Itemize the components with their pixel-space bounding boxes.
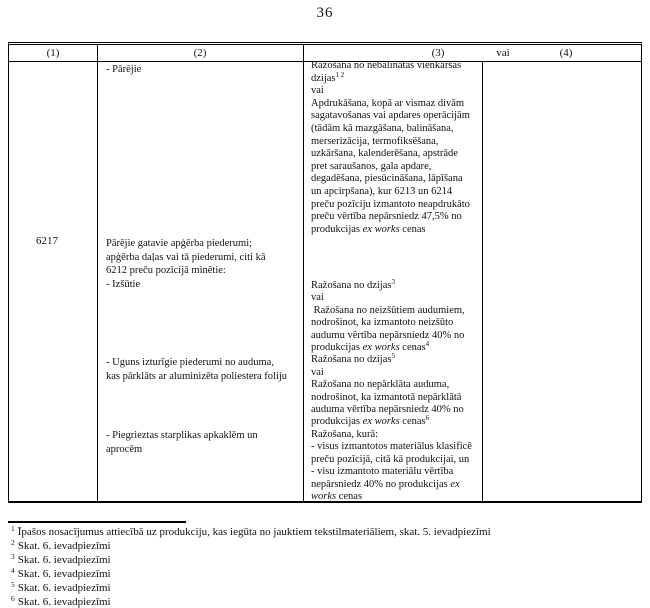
footnote-4 — [11, 565, 491, 582]
header-col3: (3) — [431, 47, 445, 59]
header-or-label: vai — [496, 47, 510, 59]
column-divider-1-2 — [97, 45, 98, 501]
footnote-1 — [11, 526, 491, 540]
col2-item-fire-resistant: - Uguns izturīgie piederumi no auduma, kas pārklāts ar aluminizēta poliestera foliju — [106, 357, 288, 382]
footnote-6-marker: 6 — [11, 593, 15, 603]
col2-description-6217: Pārējie gatavie apģērba piederumi; apģērba daļas vai tā piederumi, citi kā 6212 preču pozīcijā minētie: - Izšūtie — [106, 238, 266, 290]
footnotes — [11, 526, 491, 608]
footnote-1-marker: 1 — [11, 524, 15, 533]
footnote-6-text: Skat. 6. ievadpiezīmi — [17, 595, 111, 608]
page-number: 36 — [316, 5, 334, 21]
header-col4: (4) — [559, 47, 573, 59]
footnote-2 — [11, 537, 491, 554]
footnote-4-marker: 4 — [11, 565, 15, 575]
footnote-separator — [8, 521, 186, 523]
origin-rules-table — [8, 42, 642, 503]
footnote-5-marker: 5 — [11, 579, 15, 589]
footnote-2-text: Skat. 6. ievadpiezīmi — [17, 539, 111, 552]
footnote-3 — [11, 551, 491, 568]
footnote-3-text: Skat. 6. ievadpiezīmi — [17, 553, 111, 566]
footnote-2-marker: 2 — [11, 537, 15, 547]
footnote-3-marker: 3 — [11, 551, 15, 561]
footnote-5-text: Skat. 6. ievadpiezīmi — [17, 581, 111, 594]
col3-rules-6217: Ražošana no dzijas$^3$ vai Ražošana no neizšūtiem audumiem, nodrošinot, ka izmantoto neizšūto audumu vērtība nepārsniedz 40% no produkcijas ex works cenas$^4$ Ražošana no dzijas$^5$ vai Ražošana no nepārklāta auduma, nodrošinot, ka izmantotā nepārklātā auduma vērtība nepārsniedz 40% no produkcijas ex works cenas$^6$ Ražošana, kurā: - visus izmantotos materiālus klasificē preču pozīcijā, citā kā produkcijai, un - visu izmantoto materiālu vērtība nepārsniedz 40% no produkcijas ex works cenas — [311, 278, 472, 502]
hs-code-6217: 6217 — [36, 235, 58, 247]
footnote-4-text: Skat. 6. ievadpiezīmi — [17, 567, 111, 580]
header-col1: (1) — [46, 47, 60, 59]
footnote-1-text: Īpašos nosacījumus attiecībā uz produkciju, kas iegūta no jauktiem tekstilmateriāliem, skat. 5. ievadpiezīmi — [17, 526, 491, 538]
footnote-6 — [11, 593, 491, 608]
col3-rule-parejie: Ražošana no nebalinātas vienkāršas dzijas$^{1 2}$ vai Apdrukāšana, kopā ar vismaz divām sagatavošanas vai apdares operācijām (tādām kā mazgāšana, balināšana, merserizācija, termofiksēšana, uzkāršana, kalenderēšana, apstrāde pret saraušanos, gala apdare, degadēšana, piesūcināšana, lāpīšana un apcirpšana), kur 6213 un 6214 preču pozīciju izmantoto neapdrukāto preču vērtība nepārsniedz 47,5% no produkcijas ex works cenas — [311, 60, 470, 235]
col2-item-parejie: - Pārējie — [106, 64, 142, 75]
column-divider-2-3 — [303, 45, 304, 501]
header-col2: (2) — [193, 47, 207, 59]
col2-item-interlinings: - Piegrieztas starplikas apkaklēm un aprocēm — [106, 430, 258, 455]
footnote-5 — [11, 579, 491, 596]
